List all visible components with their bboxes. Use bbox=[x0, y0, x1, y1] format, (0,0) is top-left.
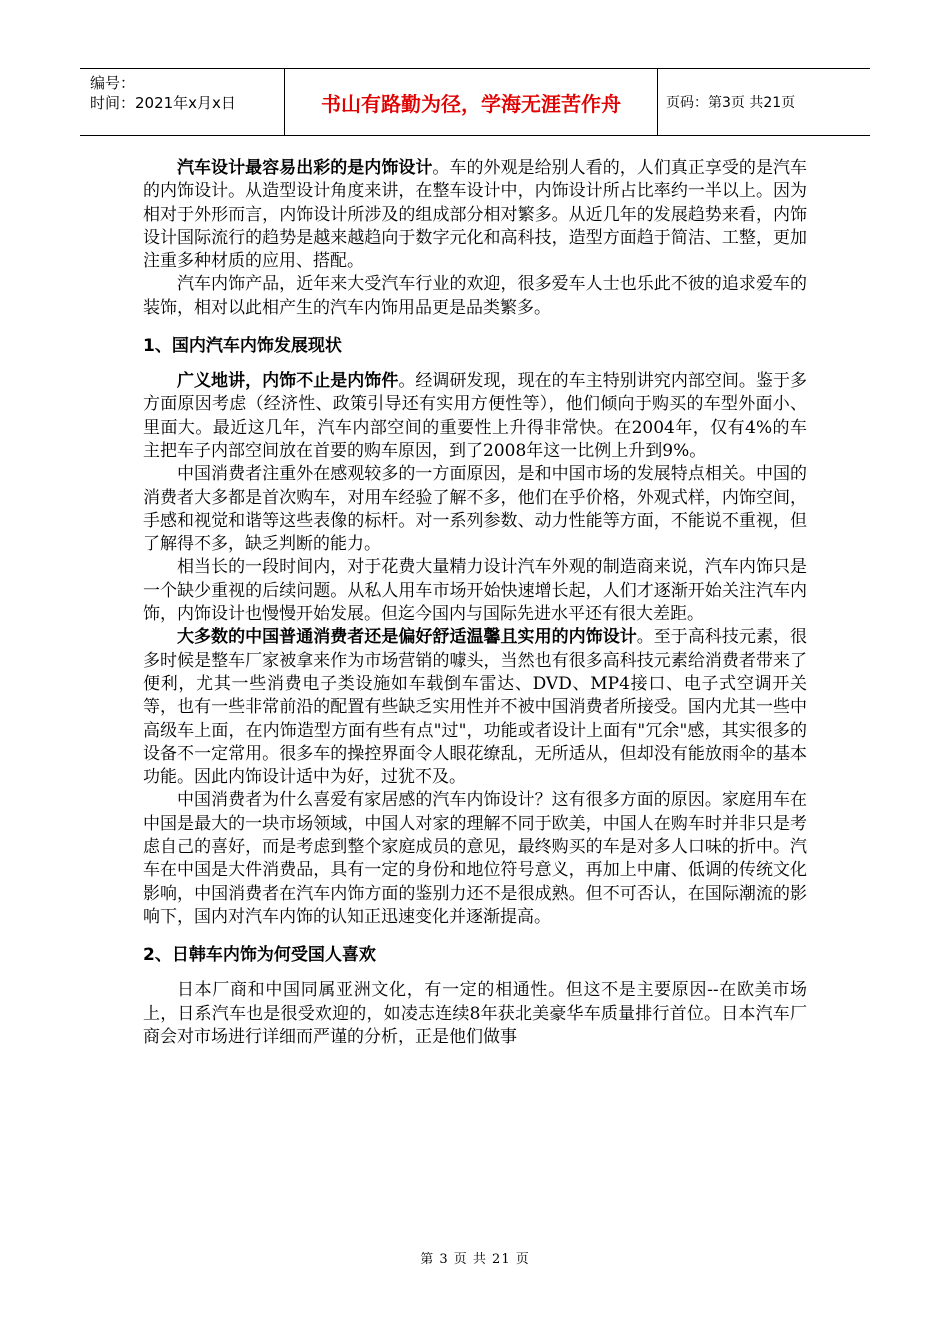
paragraph-text: 。至于高科技元素，很多时候是整车厂家被拿来作为市场营销的噱头，当然也有很多高科技元素给消费者带来了便利，尤其一些消费电子类设施如车载倒车雷达、DVD、MP4接口、电子式空调开关等，也有一些非常前沿的配置有些缺乏实用性并不被中国消费者所接受。国内尤其一些中高级车上面，在内饰造型方面有些有点"过"，功能或者设计上面有"冗余"感，其实很多的设备不一定常用。很多车的操控界面令人眼花缭乱，无所适从，但却没有能放雨伞的基本功能。因此内饰设计适中为好，过犹不及。 bbox=[143, 627, 807, 788]
paragraph bbox=[143, 626, 807, 789]
paragraph: 日本厂商和中国同属亚洲文化，有一定的相通性。但这不是主要原因--在欧美市场上，日系汽车也是很受欢迎的，如凌志连续8年获北美豪华车质量排行首位。日本汽车厂商会对市场进行详细而严谨的分析，正是他们做事 bbox=[143, 980, 807, 1047]
paragraph-text: 。车的外观是给别人看的，人们真正享受的是汽车的内饰设计。从造型设计角度来讲，在整车设计中，内饰设计所占比率约一半以上。因为相对于外形而言，内饰设计所涉及的组成部分相对繁多。从近几年的发展趋势来看，内饰设计国际流行的趋势是越来越趋向于数字元化和高科技，造型方面趋于简洁、工整，更加注重多种材质的应用、搭配。 bbox=[143, 158, 808, 272]
paragraph: 中国消费者为什么喜爱有家居感的汽车内饰设计？这有很多方面的原因。家庭用车在中国是最大的一块市场领域，中国人对家的理解不同于欧美，中国人在购车时并非只是考虑自己的喜好，而是考虑到整个家庭成员的意见，最终购买的车是对多人口味的折中。汽车在中国是大件消费品，具有一定的身份和地位符号意义，再加上中庸、低调的传统文化影响，中国消费者在汽车内饰方面的鉴别力还不是很成熟。但不可否认，在国际潮流的影响下，国内对汽车内饰的认知正迅速变化并逐渐提高。 bbox=[143, 790, 807, 927]
number-label: 编号： bbox=[90, 74, 136, 92]
paragraph bbox=[143, 370, 807, 463]
section-heading: 2、日韩车内饰为何受国人喜欢 bbox=[143, 945, 376, 966]
section-heading: 1、国内汽车内饰发展现状 bbox=[143, 336, 342, 357]
paragraph: 汽车内饰产品，近年来大受汽车行业的欢迎，很多爱车人士也乐此不彼的追求爱车的装饰，相对以此相产生的汽车内饰用品更是品类繁多。 bbox=[143, 274, 807, 318]
paragraph-lead: 大多数的中国普通消费者还是偏好舒适温馨且实用的内饰设计 bbox=[177, 627, 637, 648]
paragraph: 中国消费者注重外在感观较多的一方面原因，是和中国市场的发展特点相关。中国的消费者大多都是首次购车，对用车经验了解不多，他们在乎价格，外观式样，内饰空间，手感和视觉和谐等这些表像的标杆。对一系列参数、动力性能等方面，不能说不重视，但了解得不多，缺乏判断的能力。 bbox=[143, 464, 807, 555]
header-meta bbox=[80, 69, 285, 135]
header-motto-cell bbox=[285, 69, 658, 135]
paragraph bbox=[143, 157, 807, 273]
paragraph: 相当长的一段时间内，对于花费大量精力设计汽车外观的制造商来说，汽车内饰只是一个缺少重视的后续问题。从私人用车市场开始快速增长起，人们才逐渐开始关注汽车内饰，内饰设计也慢慢开始发展。但迄今国内与国际先进水平还有很大差距。 bbox=[143, 557, 807, 625]
document-header bbox=[80, 68, 870, 136]
paragraph-lead: 广义地讲，内饰不止是内饰件 bbox=[177, 371, 399, 392]
paragraph-text: 。经调研发现，现在的车主特别讲究内部空间。鉴于多方面原因考虑（经济性、政策引导还有实用方便性等），他们倾向于购买的车型外面小、里面大。最近这几年，汽车内部空间的重要性上升得非常快。在2004年，仅有4%的车主把车子内部空间放在首要的购车原因，到了2008年这一比例上升到9%。 bbox=[143, 371, 808, 461]
page-footer: 第 3 页 共 21 页 bbox=[420, 1252, 530, 1267]
header-page-info: 页码：第3页 共21页 bbox=[666, 95, 796, 111]
header-motto: 书山有路勤为径，学海无涯苦作舟 bbox=[321, 91, 621, 116]
document-body bbox=[143, 157, 807, 1049]
date-label: 时间：2021年x月x日 bbox=[90, 94, 236, 112]
paragraph-lead: 汽车设计最容易出彩的是内饰设计 bbox=[177, 158, 433, 178]
header-page-cell bbox=[658, 69, 870, 135]
